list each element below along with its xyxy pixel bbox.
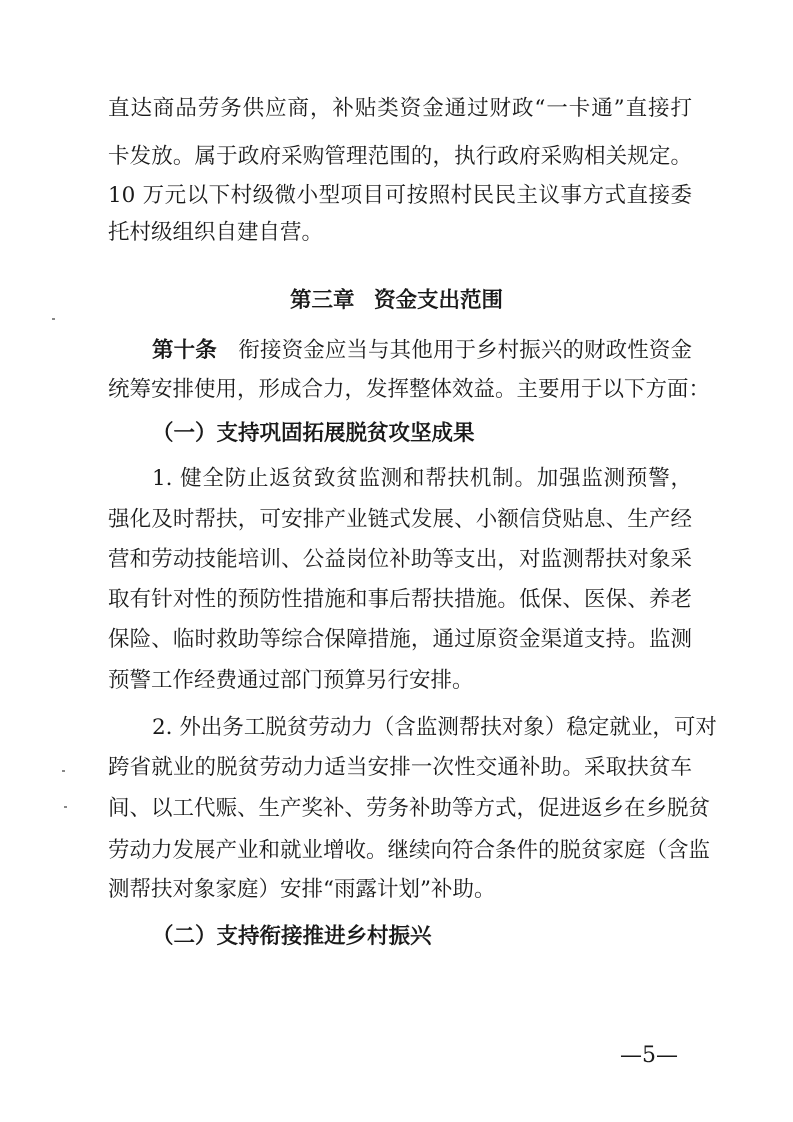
section-heading: （一）支持巩固拓展脱贫攻坚成果: [152, 421, 475, 446]
paragraph-line: 预警工作经费通过部门预算另行安排。: [108, 668, 474, 693]
article-label: 第十条: [152, 338, 217, 363]
scan-speck: [64, 806, 67, 808]
page-number: —5—: [620, 1043, 678, 1068]
chapter-number: 第三章: [289, 288, 355, 313]
paragraph-line: 托村级组织自建自营。: [108, 220, 324, 245]
paragraph-line: 强化及时帮扶，可安排产业链式发展、小额信贷贴息、生产经: [108, 507, 692, 532]
paragraph-line: 间、以工代赈、生产奖补、劳务补助等方式，促进返乡在乡脱贫: [108, 796, 711, 821]
chapter-title: 资金支出范围: [374, 288, 504, 313]
chapter-heading: [0, 283, 793, 314]
scan-speck: [62, 770, 65, 772]
paragraph-line: 卡发放。属于政府采购管理范围的，执行政府采购相关规定。: [108, 144, 692, 169]
scan-speck: [52, 318, 55, 320]
paragraph-line: 1. 健全防止返贫致贫监测和帮扶机制。加强监测预警，: [152, 466, 692, 491]
section-heading: （二）支持衔接推进乡村振兴: [152, 924, 432, 949]
paragraph-line: 营和劳动技能培训、公益岗位补助等支出，对监测帮扶对象采: [108, 547, 692, 572]
paragraph-line: 劳动力发展产业和就业增收。继续向符合条件的脱贫家庭（含监: [108, 838, 711, 863]
article-10-line: [152, 338, 692, 364]
paragraph-line: 直达商品劳务供应商，补贴类资金通过财政“一卡通”直接打: [108, 96, 692, 121]
paragraph-line: 取有针对性的预防性措施和事后帮扶措施。低保、医保、养老: [108, 587, 692, 612]
paragraph-line: 统筹安排使用，形成合力，发挥整体效益。主要用于以下方面：: [108, 377, 711, 402]
paragraph-line: 2. 外出务工脱贫劳动力（含监测帮扶对象）稳定就业，可对: [152, 715, 717, 740]
paragraph-line: 10 万元以下村级微小型项目可按照村民民主议事方式直接委: [108, 183, 692, 208]
article-text: 衔接资金应当与其他用于乡村振兴的财政性资金: [238, 338, 692, 363]
paragraph-line: 跨省就业的脱贫劳动力适当安排一次性交通补助。采取扶贫车: [108, 755, 692, 780]
paragraph-line: 保险、临时救助等综合保障措施，通过原资金渠道支持。监测: [108, 627, 692, 652]
paragraph-line: 测帮扶对象家庭）安排“雨露计划”补助。: [108, 877, 496, 902]
